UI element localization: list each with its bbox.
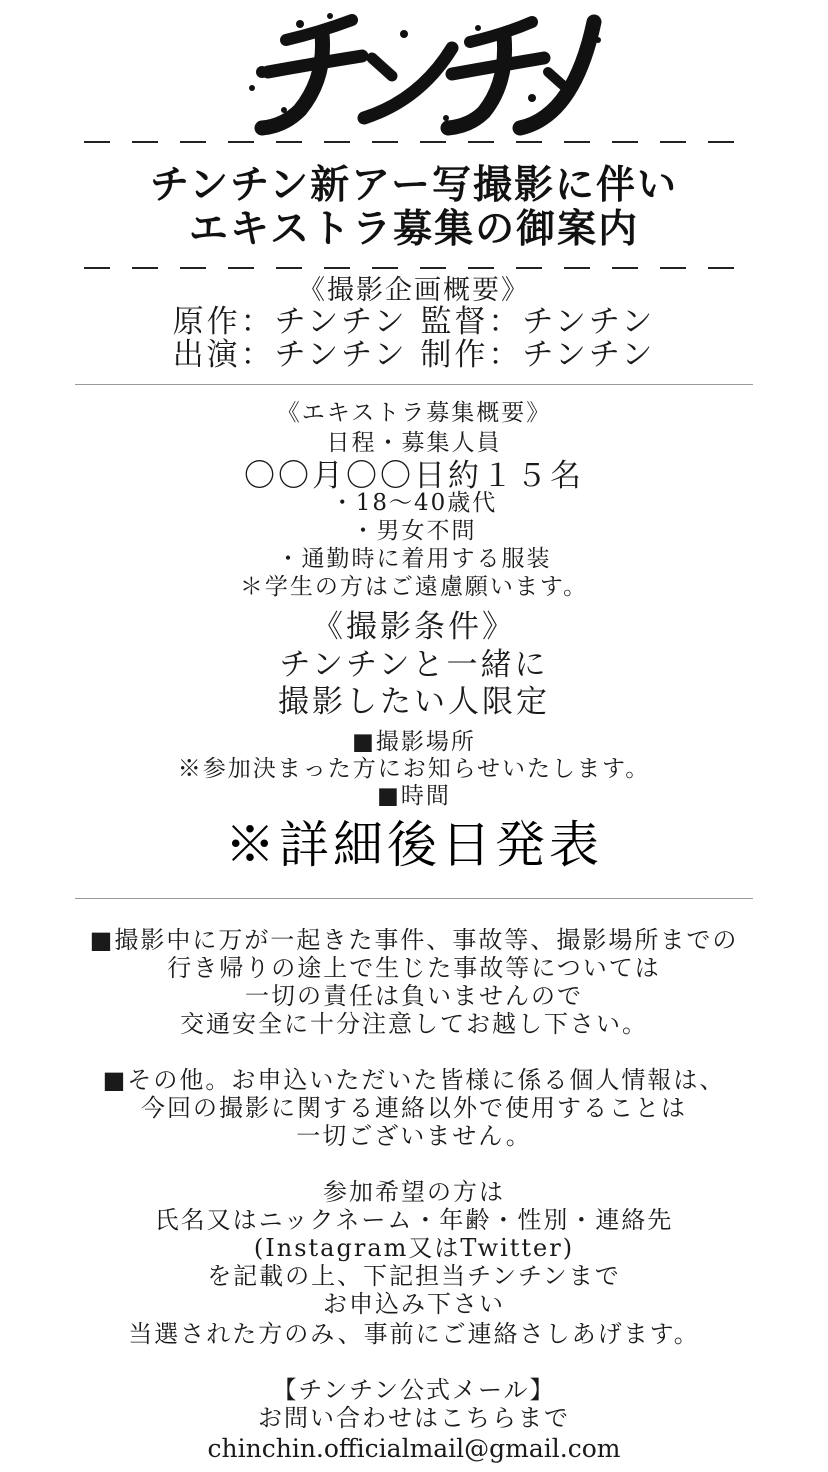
application-line-6: 当選された方のみ、事前にご連絡さしあげます。: [128, 1320, 700, 1348]
contact-email-link[interactable]: chinchin.officialmail@gmail.com: [207, 1434, 621, 1463]
page-title-line-2: エキストラ募集の御案内: [188, 206, 640, 252]
extra-heading: 《エキストラ募集概要》: [276, 400, 552, 426]
project-heading: 《撮影企画概要》: [298, 275, 530, 306]
section-divider: [75, 898, 753, 899]
privacy-line-2: 今回の撮影に関する連絡以外で使用することは: [141, 1094, 687, 1122]
application-line-4: を記載の上、下記担当チンチンまで: [207, 1262, 621, 1290]
requirement-gender: ・男女不問: [351, 518, 477, 544]
application-line-5: お申込み下さい: [323, 1290, 505, 1318]
details-announcement: ※詳細後日発表: [225, 816, 603, 874]
location-note: ※参加決まった方にお知らせいたします。: [177, 756, 651, 782]
application-line-2: 氏名又はニックネーム・年齢・性別・連絡先: [154, 1206, 674, 1234]
privacy-line-1: ■その他。お申込いただいた皆様に係る個人情報は、: [102, 1066, 726, 1094]
section-divider: [75, 384, 753, 385]
disclaimer-line-1: ■撮影中に万が一起きた事件、事故等、撮影場所までの: [89, 926, 739, 954]
conditions-heading: 《撮影条件》: [312, 609, 516, 645]
conditions-line-2: 撮影したい人限定: [278, 684, 550, 720]
page-title-line-1: チンチン新アー写撮影に伴い: [150, 162, 678, 208]
location-heading: ■撮影場所: [352, 729, 476, 755]
disclaimer-line-3: 一切の責任は負いませんので: [245, 982, 583, 1010]
disclaimer-line-2: 行き帰りの途上で生じた事故等については: [167, 954, 661, 982]
privacy-line-3: 一切ございません。: [296, 1122, 532, 1150]
credits-line-2: 出演：チンチン 制作：チンチン: [172, 337, 656, 373]
application-line-3: (Instagram又はTwitter): [253, 1234, 575, 1262]
contact-note: お問い合わせはこちらまで: [258, 1404, 570, 1432]
disclaimer-line-4: 交通安全に十分注意してお越し下さい。: [180, 1010, 648, 1038]
dashed-divider: [84, 266, 744, 270]
credits-line-1: 原作：チンチン 監督：チンチン: [172, 304, 656, 340]
conditions-line-1: チンチンと一緒に: [279, 647, 549, 683]
requirement-clothing: ・通勤時に着用する服装: [276, 546, 552, 572]
application-line-1: 参加希望の方は: [323, 1178, 505, 1206]
time-heading: ■時間: [377, 783, 451, 809]
dashed-divider: [84, 140, 744, 144]
schedule-value: 〇〇月〇〇日約１５名: [244, 458, 584, 494]
requirement-note: ＊学生の方はご遠慮願います。: [239, 574, 589, 600]
contact-heading: 【チンチン公式メール】: [272, 1376, 556, 1404]
brand-logo: [0, 0, 828, 140]
requirement-age: ・18〜40歳代: [330, 490, 498, 516]
schedule-label: 日程・募集人員: [326, 430, 502, 456]
